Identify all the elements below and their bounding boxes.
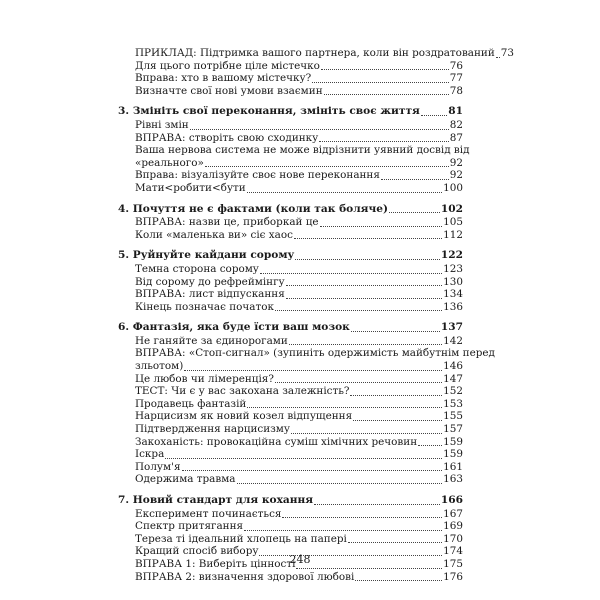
toc-entry-title: Вправа: візуалізуйте своє нове переконання (135, 169, 380, 182)
toc-entry-page: 146 (443, 360, 463, 373)
toc-entry (118, 533, 463, 546)
toc-entry-title: ВПРАВА: назви це, приборкай це (135, 216, 319, 229)
toc-entry-title: ВПРАВА: створіть свою сходинку (135, 131, 319, 144)
toc-entry-title-cont: «реального» (135, 156, 204, 169)
dot-leader (275, 382, 442, 383)
toc-entry-page: 87 (449, 131, 463, 144)
toc-entry-title: ВПРАВА: «Стоп-сигнал» (зупиніть одержимість майбутнім перед (135, 347, 495, 360)
toc-entry (118, 169, 463, 182)
toc-entry-page: 76 (449, 59, 463, 72)
toc-entry-title: Не ганяйте за єдинорогами (135, 334, 288, 347)
toc-entry-title: Темна сторона сорому (135, 262, 259, 275)
toc-entry-page: 157 (443, 423, 463, 436)
toc-entry-title-cont: зльотом) (135, 360, 184, 373)
toc-entry-page: 123 (443, 262, 463, 275)
toc-entry-page: 105 (443, 216, 463, 229)
toc-entry (118, 276, 463, 289)
toc-entry (118, 398, 463, 411)
toc-entry (118, 571, 463, 584)
toc-entry-title: Рівні змін (135, 118, 189, 131)
dot-leader (324, 94, 449, 95)
dot-leader (295, 259, 440, 260)
toc-entry-page: 100 (443, 181, 463, 194)
toc-entry-title: Визначте свої нові умови взаємин (135, 84, 323, 97)
toc-entry-page: 152 (443, 385, 463, 398)
toc-entry-title: Тереза ті ідеальний хлопець на папері (135, 532, 347, 545)
toc-entry (118, 373, 463, 386)
dot-leader (319, 141, 448, 142)
toc-entry (118, 216, 463, 229)
toc-chapter-entry (118, 249, 463, 262)
toc-chapter-entry (118, 321, 463, 334)
toc-entry-title: Продавець фантазій (135, 397, 247, 410)
toc-chapter-title: 3. Змініть свої переконання, змініть своє життя (118, 105, 420, 118)
toc-entry-page: 92 (449, 156, 463, 169)
dot-leader (289, 344, 442, 345)
toc-entry (118, 301, 463, 314)
toc-entry-page: 170 (443, 532, 463, 545)
toc-entry (118, 132, 463, 145)
toc-entry-title: ВПРАВА: лист відпускання (135, 288, 285, 301)
toc-chapter-entry (118, 105, 463, 118)
toc-entry-page: 77 (449, 72, 463, 85)
toc-entry-page: 78 (449, 84, 463, 97)
toc-entry-page: 161 (443, 460, 463, 473)
toc-entry-page: 147 (443, 372, 463, 385)
toc-entry-page: 136 (443, 300, 463, 313)
toc-chapter-title: 6. Фантазія, яка буде їсти ваш мозок (118, 321, 350, 334)
toc-entry-page: 159 (443, 448, 463, 461)
toc-chapter-entry (118, 203, 463, 216)
toc-entry-page: 174 (443, 545, 463, 558)
dot-leader (320, 226, 443, 227)
toc-entry-page: 142 (443, 334, 463, 347)
dot-leader (421, 115, 447, 116)
dot-leader (291, 433, 442, 434)
toc-entry (118, 47, 514, 60)
toc-entry-page: 137 (440, 321, 463, 334)
toc-entry-title: Кінець позначає початок (135, 300, 274, 313)
toc-entry-continuation (135, 360, 463, 373)
toc-entry-page: 155 (443, 410, 463, 423)
toc-entry-title: Експеримент починається (135, 507, 282, 520)
dot-leader (496, 57, 500, 58)
toc-entry-page: 153 (443, 397, 463, 410)
toc-entry-title: Для цього потрібне ціле містечко (135, 59, 320, 72)
toc-entry (118, 335, 463, 348)
toc-chapter-title: 5. Руйнуйте кайдани сорому (118, 249, 295, 262)
toc-entry-page: 134 (443, 288, 463, 301)
toc-entry-page: 102 (440, 202, 463, 215)
dot-leader (389, 212, 440, 213)
dot-leader (275, 310, 442, 311)
toc-entry-page: 166 (440, 494, 463, 506)
toc-entry (118, 347, 495, 373)
toc-entry-page: 159 (443, 435, 463, 448)
dot-leader (381, 179, 449, 180)
toc-entry-title: Полум'я (135, 460, 181, 473)
dot-leader (165, 458, 442, 459)
toc-entry-title: ВПРАВА 1: Виберіть цінності (135, 557, 296, 570)
dot-leader (348, 542, 442, 543)
dot-leader (286, 285, 443, 286)
toc-entry (118, 263, 463, 276)
toc-entry-title: Одержима травма (135, 473, 236, 486)
toc-entry-title: Закоханість: провокаційна суміш хімічних речовин (135, 435, 418, 448)
toc-entry-page: 163 (443, 473, 463, 486)
toc-entry (118, 144, 470, 169)
toc-entry-page: 176 (443, 570, 463, 583)
toc-entry-page: 81 (448, 105, 463, 118)
dot-leader (282, 517, 442, 518)
toc-entry-page: 73 (500, 47, 514, 59)
dot-leader (205, 166, 449, 167)
dot-leader (260, 273, 442, 274)
toc-entry (118, 423, 463, 436)
toc-entry-page: 112 (443, 228, 463, 241)
dot-leader (294, 238, 442, 239)
toc-entry (118, 461, 463, 474)
toc-chapter-entry (118, 494, 463, 507)
dot-leader (351, 331, 440, 332)
dot-leader (237, 483, 443, 484)
dot-leader (314, 504, 440, 505)
dot-leader (182, 470, 443, 471)
toc-entry-title: ВПРАВА 2: визначення здорової любові (135, 570, 355, 583)
toc-entry-page: 169 (443, 520, 463, 533)
toc-entry-title: Вправа: хто в вашому містечку? (135, 72, 312, 85)
toc-entry-continuation (135, 157, 463, 170)
dot-leader (244, 530, 442, 531)
dot-leader (190, 129, 449, 130)
toc-entry (118, 60, 463, 73)
toc-entry-title: Це любов чи лімеренція? (135, 372, 274, 385)
toc-entry-page: 122 (440, 249, 463, 262)
toc-chapter-title: 4. Почуття не є фактами (коли так боляче) (118, 202, 389, 215)
dot-leader (296, 568, 442, 569)
dot-leader (247, 192, 442, 193)
toc-entry-title: Ваша нервова система не може відрізнити уявний досвід від (135, 144, 470, 157)
toc-entry-title: Коли «маленька ви» сіє хаос (135, 228, 293, 241)
dot-leader (321, 69, 449, 70)
toc-entry (118, 72, 463, 85)
toc-entry (118, 288, 463, 301)
page-number: 248 (289, 553, 311, 566)
toc-entry (118, 182, 463, 195)
toc-chapter-title: 7. Новий стандарт для кохання (118, 494, 314, 506)
toc-entry-title: Підтвердження нарцисизму (135, 423, 290, 436)
toc-entry-title: Нарцисизм як новий козел відпущення (135, 410, 353, 423)
dot-leader (350, 395, 442, 396)
toc-entry (118, 85, 463, 98)
toc-entry (118, 119, 463, 132)
toc-entry-title: ПРИКЛАД: Підтримка вашого партнера, коли він роздратований (135, 47, 495, 59)
toc-entry-page: 175 (443, 557, 463, 570)
toc-entry (118, 436, 463, 449)
dot-leader (418, 445, 442, 446)
toc-entry (118, 229, 463, 242)
dot-leader (247, 407, 442, 408)
dot-leader (184, 370, 442, 371)
toc-entry-title: Від сорому до рефреймінгу (135, 275, 285, 288)
toc-entry-title: Спектр притягання (135, 520, 244, 533)
toc-entry (118, 508, 463, 521)
toc-entry-page: 92 (449, 169, 463, 182)
toc-entry-title: ТЕСТ: Чи є у вас закохана залежність? (135, 385, 350, 398)
dot-leader (312, 82, 449, 83)
dot-leader (353, 420, 442, 421)
dot-leader (355, 580, 442, 581)
toc-entry (118, 410, 463, 423)
toc-entry-page: 167 (443, 507, 463, 520)
toc-entry-title: Іскра (135, 448, 165, 461)
toc-entry (118, 473, 463, 486)
dot-leader (286, 298, 442, 299)
toc-entry (118, 385, 463, 398)
toc-entry-title: Мати<робити<бути (135, 181, 246, 194)
table-of-contents (118, 47, 514, 583)
toc-entry-title: Кращий спосіб вибору (135, 545, 259, 558)
toc-entry (118, 520, 463, 533)
toc-entry (118, 448, 463, 461)
toc-entry-page: 82 (449, 118, 463, 131)
toc-entry-page: 130 (443, 275, 463, 288)
